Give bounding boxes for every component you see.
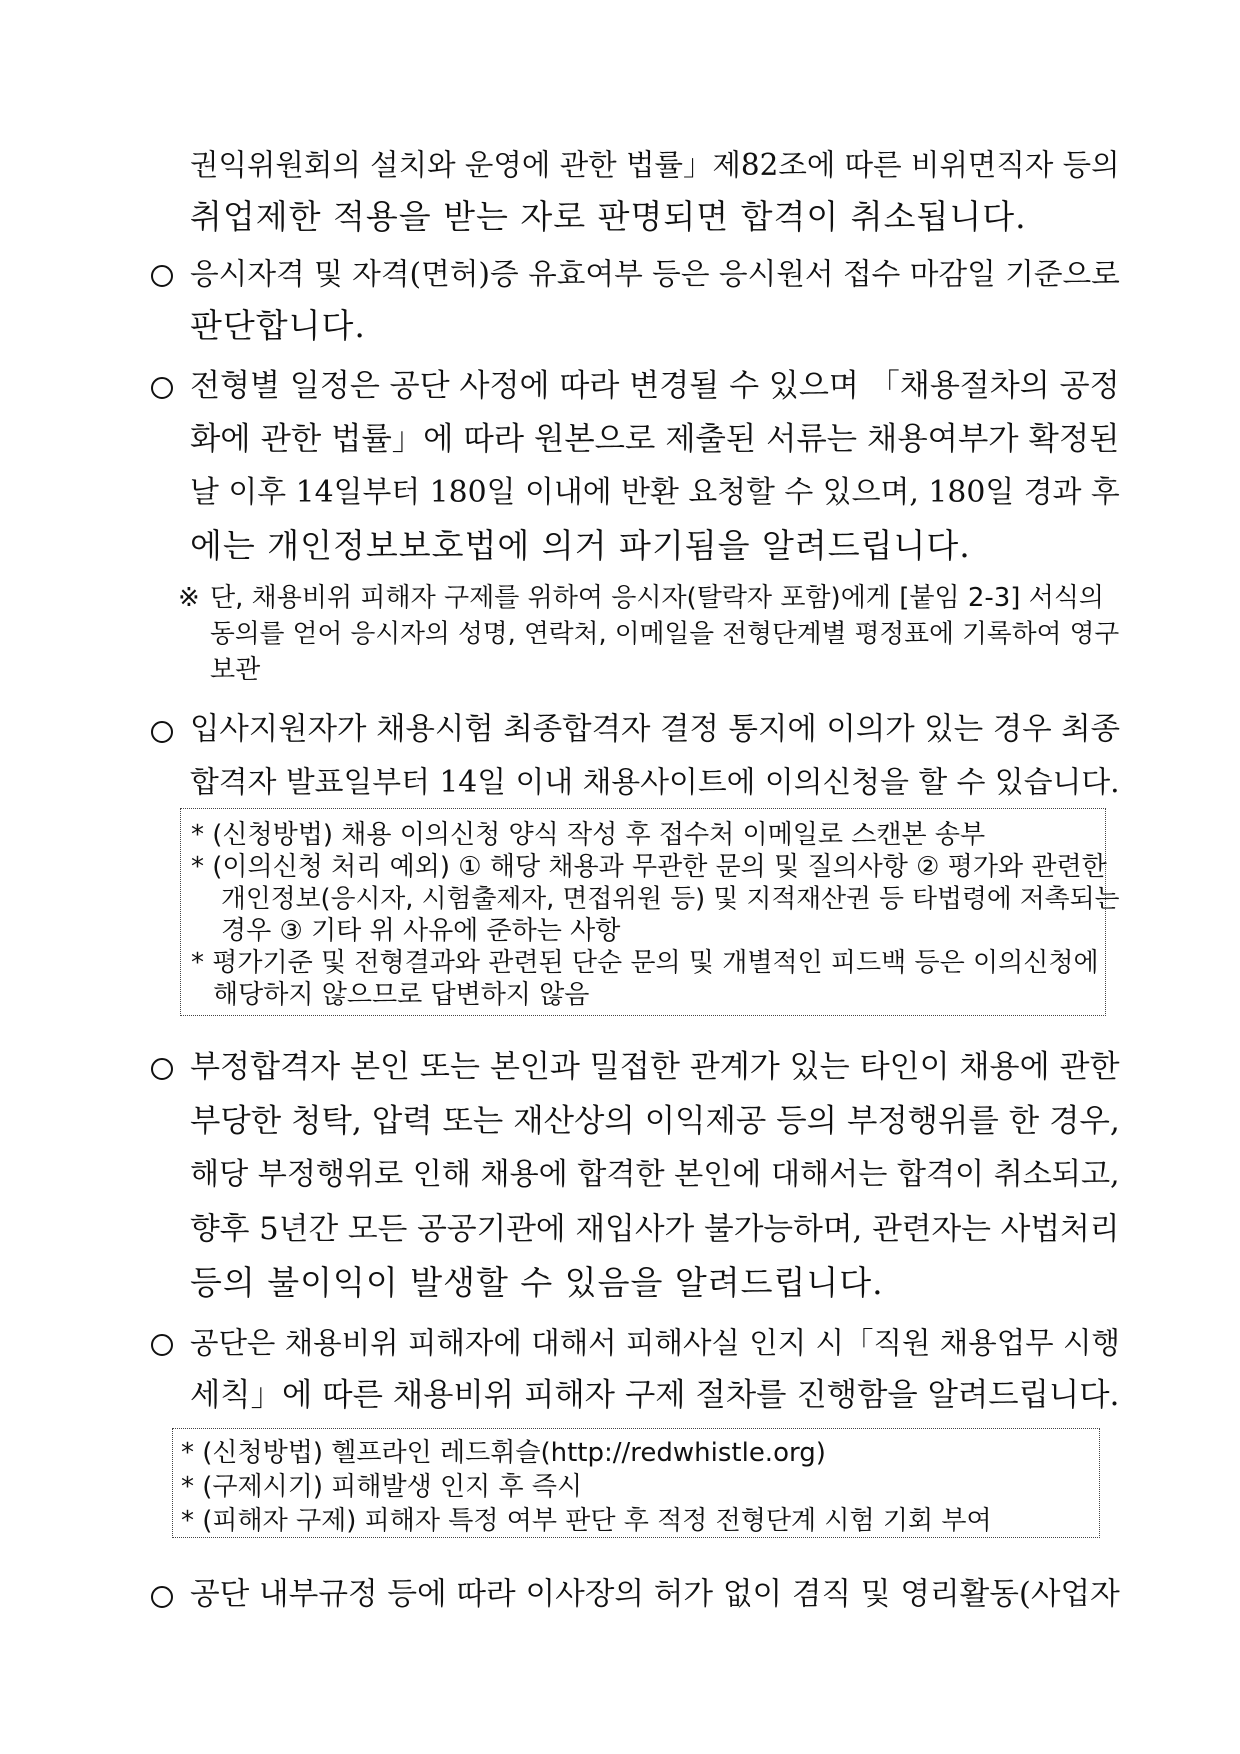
box-line: 해당하지 않으므로 답변하지 않음: [213, 980, 590, 1010]
item-line: 응시자격 및 자격(면허)증 유효여부 등은 응시원서 접수 마감일 기준으로: [190, 256, 1120, 291]
box-line: 경우 ③ 기타 위 사유에 준하는 사항: [221, 916, 621, 946]
item-line: 향후 5년간 모든 공공기관에 재입사가 불가능하며, 관련자는 사법처리: [190, 1211, 1120, 1247]
objection-notice-box: [180, 808, 1120, 1016]
intro-line: 권익위원회의 설치와 운영에 관한 법률」제82조에 따른 비위면직자 등의: [190, 148, 1120, 182]
item-line: 부당한 청탁, 압력 또는 재산상의 이익제공 등의 부정행위를 한 경우,: [190, 1103, 1120, 1139]
intro-line: 취업제한 적용을 받는 자로 판명되면 합격이 취소됩니다.: [190, 197, 1027, 236]
item-line: 부정합격자 본인 또는 본인과 밀접한 관계가 있는 타인이 채용에 관한: [190, 1049, 1120, 1085]
item-line: 화에 관한 법률」에 따라 원본으로 제출된 서류는 채용여부가 확정된: [190, 421, 1120, 457]
circle-bullet-icon: [151, 377, 173, 399]
box-line: * (피해자 구제) 피해자 특정 여부 판단 후 적정 전형단계 시험 기회 부여: [181, 1506, 992, 1536]
item-line: 합격자 발표일부터 14일 이내 채용사이트에 이의신청을 할 수 있습니다.: [190, 765, 1120, 800]
note-line: 보관: [210, 655, 261, 685]
item-line: 에는 개인정보보호법에 의거 파기됨을 알려드립니다.: [190, 526, 971, 565]
box-line: * (신청방법) 헬프라인 레드휘슬(http://redwhistle.org): [181, 1438, 826, 1468]
circle-bullet-icon: [151, 1586, 173, 1608]
item-line: 공단은 채용비위 피해자에 대해서 피해사실 인지 시「직원 채용업무 시행: [190, 1326, 1120, 1360]
item-line: 공단 내부규정 등에 따라 이사장의 허가 없이 겸직 및 영리활동(사업자: [190, 1577, 1120, 1612]
item-line: 해당 부정행위로 인해 채용에 합격한 본인에 대해서는 합격이 취소되고,: [190, 1157, 1120, 1192]
box-line: 개인정보(응시자, 시험출제자, 면접위원 등) 및 지적재산권 등 타법령에 저촉되는: [221, 884, 1120, 914]
box-line: * (구제시기) 피해발생 인지 후 즉시: [181, 1472, 583, 1502]
circle-bullet-icon: [151, 265, 173, 287]
note-line: 동의를 얻어 응시자의 성명, 연락처, 이메일을 전형단계별 평정표에 기록하여 영구: [210, 619, 1120, 649]
item-line: 판단합니다.: [190, 306, 366, 345]
box-line: * (이의신청 처리 예외) ① 해당 채용과 무관한 문의 및 질의사항 ② 평가와 관련한: [191, 852, 1107, 882]
note-mark: ※: [178, 583, 200, 613]
item-line: 전형별 일정은 공단 사정에 따라 변경될 수 있으며 「채용절차의 공정: [190, 368, 1120, 404]
circle-bullet-icon: [151, 1334, 173, 1356]
circle-bullet-icon: [151, 1058, 173, 1080]
note-line: 단, 채용비위 피해자 구제를 위하여 응시자(탈락자 포함)에게 [붙임 2-3] 서식의: [210, 583, 1105, 613]
item-line: 등의 불이익이 발생할 수 있음을 알려드립니다.: [190, 1263, 884, 1302]
victim-relief-box: [172, 1428, 1100, 1538]
box-line: * (신청방법) 채용 이의신청 양식 작성 후 접수처 이메일로 스캔본 송부: [191, 820, 986, 850]
box-line: * 평가기준 및 전형결과와 관련된 단순 문의 및 개별적인 피드백 등은 이의신청에: [191, 948, 1099, 978]
item-line: 세칙」에 따른 채용비위 피해자 구제 절차를 진행함을 알려드립니다.: [190, 1377, 1120, 1413]
circle-bullet-icon: [151, 721, 173, 743]
item-line: 입사지원자가 채용시험 최종합격자 결정 통지에 이의가 있는 경우 최종: [190, 712, 1121, 747]
item-line: 날 이후 14일부터 180일 이내에 반환 요청할 수 있으며, 180일 경과 후: [190, 475, 1120, 510]
